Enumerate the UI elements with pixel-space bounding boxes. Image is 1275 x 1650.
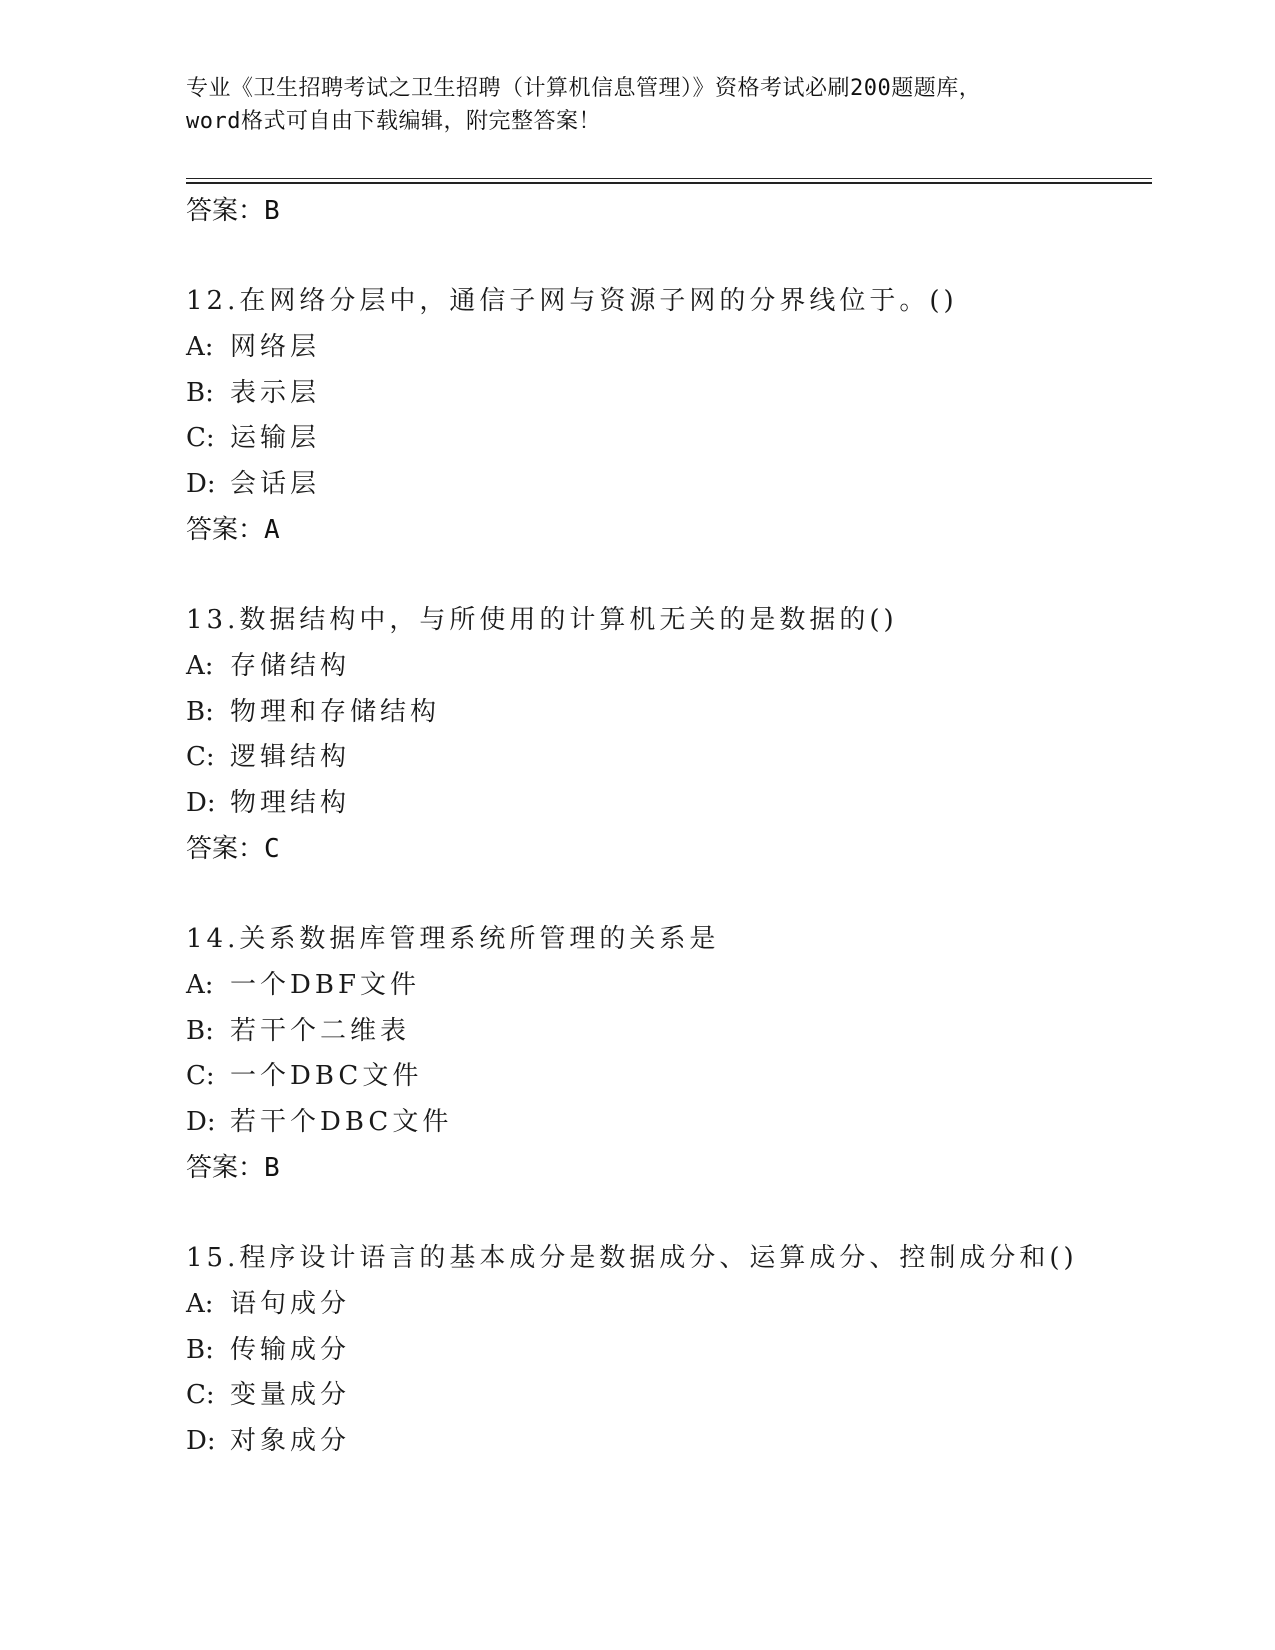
header-line-2: word格式可自由下载编辑，附完整答案！ (186, 109, 601, 134)
option-letter: D: (186, 787, 216, 818)
answer-label: 答案：B (186, 1153, 280, 1183)
option-b (186, 371, 1146, 417)
option-a (186, 963, 1146, 1009)
option-text: 一个DBF文件 (230, 970, 420, 1000)
option-text: 物理和存储结构 (230, 696, 441, 727)
option-letter: B: (186, 1334, 214, 1365)
option-text: 物理结构 (230, 787, 351, 818)
option-d (186, 1100, 1146, 1146)
option-text: 变量成分 (230, 1380, 351, 1410)
option-letter: B: (186, 1015, 214, 1046)
option-letter: B: (186, 377, 214, 408)
question-text: 13.数据结构中，与所使用的计算机无关的是数据的() (186, 605, 898, 635)
option-letter: B: (186, 696, 214, 727)
option-letter: A: (186, 1289, 214, 1319)
option-text: 一个DBC文件 (230, 1061, 423, 1091)
option-d (186, 462, 1146, 508)
header-line-1: 专业《卫生招聘考试之卫生招聘（计算机信息管理）》资格考试必刷200题题库， (186, 76, 982, 101)
option-a (186, 1282, 1146, 1328)
option-text: 会话层 (230, 468, 321, 499)
option-letter: D: (186, 468, 216, 499)
option-letter: A: (186, 970, 214, 1000)
option-letter: C: (186, 742, 215, 772)
option-letter: D: (186, 1106, 216, 1137)
option-c (186, 1054, 1146, 1100)
option-text: 表示层 (230, 377, 321, 408)
option-d (186, 1419, 1146, 1465)
question-text: 15.程序设计语言的基本成分是数据成分、运算成分、控制成分和() (186, 1243, 1078, 1273)
question-item (186, 278, 1146, 553)
option-text: 逻辑结构 (230, 742, 351, 772)
option-b (186, 1328, 1146, 1374)
question-item (186, 916, 1146, 1191)
document-header (186, 72, 1086, 138)
option-a (186, 325, 1146, 371)
question-item (186, 1235, 1146, 1464)
answer-label: 答案：C (186, 834, 280, 864)
option-text: 存储结构 (230, 651, 351, 681)
option-c (186, 735, 1146, 781)
option-letter: C: (186, 423, 215, 453)
question-item (186, 597, 1146, 872)
header-rule-thin (186, 178, 1152, 179)
option-a (186, 644, 1146, 690)
option-text: 若干个DBC文件 (230, 1106, 453, 1137)
option-letter: D: (186, 1425, 216, 1456)
option-c (186, 416, 1146, 462)
option-text: 语句成分 (230, 1289, 351, 1319)
question-text: 14.关系数据库管理系统所管理的关系是 (186, 924, 720, 954)
option-text: 传输成分 (230, 1334, 351, 1365)
option-b (186, 690, 1146, 736)
option-letter: A: (186, 651, 214, 681)
option-c (186, 1373, 1146, 1419)
header-rule-thick (186, 182, 1152, 184)
option-letter: C: (186, 1061, 215, 1091)
answer-label: 答案：A (186, 515, 280, 545)
option-text: 对象成分 (230, 1425, 351, 1456)
option-text: 运输层 (230, 423, 321, 453)
option-b (186, 1009, 1146, 1055)
question-text: 12.在网络分层中，通信子网与资源子网的分界线位于。() (186, 286, 958, 316)
option-text: 网络层 (230, 332, 321, 362)
question-list (186, 188, 1146, 1464)
option-text: 若干个二维表 (230, 1015, 411, 1046)
option-letter: C: (186, 1380, 215, 1410)
answer-label: 答案：B (186, 196, 280, 226)
option-d (186, 781, 1146, 827)
option-letter: A: (186, 332, 214, 362)
